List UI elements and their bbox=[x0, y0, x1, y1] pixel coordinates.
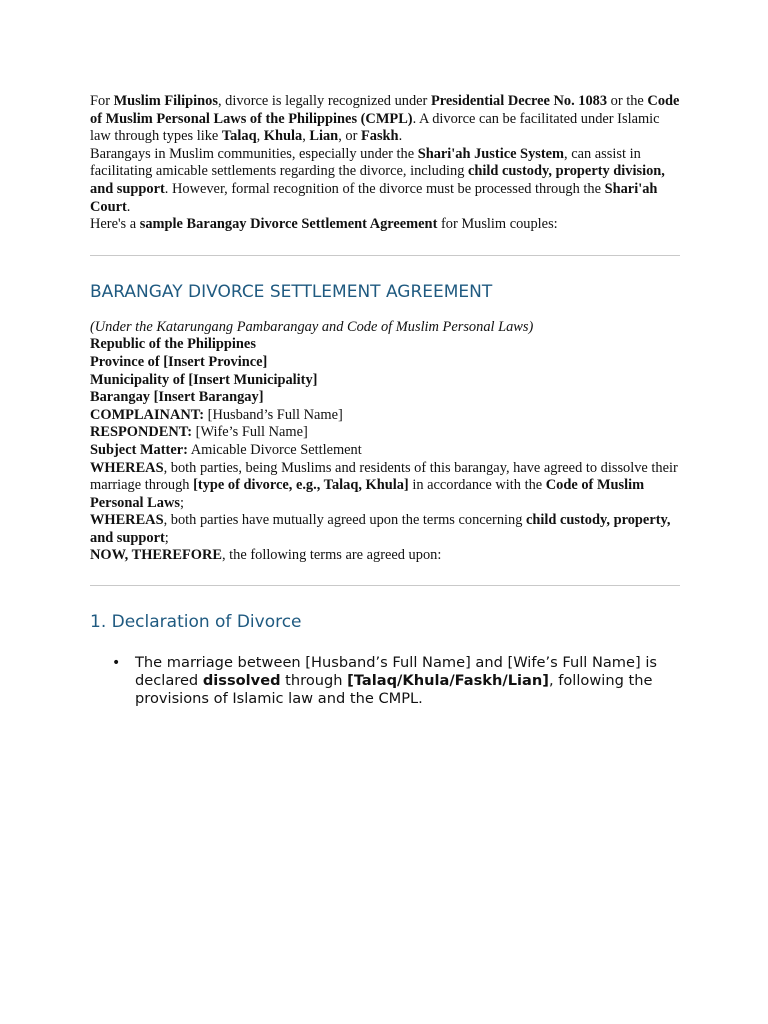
bold-text: [Talaq/Khula/Faskh/Lian] bbox=[347, 672, 549, 690]
subject-value: Amicable Divorce Settlement bbox=[187, 441, 362, 458]
bold-text: child custody, property, and support bbox=[90, 512, 671, 546]
bold-text: sample Barangay Divorce Settlement Agreement bbox=[139, 216, 438, 233]
text-run: in accordance with the bbox=[408, 477, 546, 494]
therefore-clause bbox=[90, 547, 680, 565]
parties-block bbox=[90, 407, 680, 442]
bold-text: Code of Muslim Personal Laws of the Philippines (CMPL) bbox=[90, 93, 680, 127]
bullet-icon: • bbox=[112, 655, 121, 672]
bold-text: child custody, property division, and support bbox=[90, 163, 665, 197]
list-item bbox=[112, 654, 680, 708]
complainant-label: COMPLAINANT: bbox=[90, 406, 205, 423]
text-run: . A divorce can be facilitated under Islamic law through types like bbox=[90, 110, 660, 145]
subject-label: Subject Matter: bbox=[90, 441, 188, 458]
text-run: or the bbox=[607, 93, 648, 109]
bold-text: Talaq bbox=[221, 128, 257, 145]
text-run: For bbox=[90, 93, 114, 109]
bold-text: Presidential Decree No. 1083 bbox=[430, 93, 608, 109]
bold-text: Khula bbox=[263, 128, 303, 145]
text-run: . bbox=[398, 128, 403, 145]
bold-text: Shari'ah Justice System bbox=[417, 145, 565, 162]
bold-text: Faskh bbox=[360, 128, 399, 145]
bold-text: dissolved bbox=[202, 672, 281, 690]
text-run: for Muslim couples: bbox=[437, 216, 558, 233]
bold-text: WHEREAS bbox=[90, 459, 164, 476]
bold-text: Code of Muslim Personal Laws bbox=[90, 477, 645, 511]
bold-text: [type of divorce, e.g., Talaq, Khula] bbox=[193, 477, 409, 494]
intro-paragraph-sample bbox=[90, 216, 680, 234]
italic-text: (Under the Katarungang Pambarangay and Code of Muslim Personal Laws) bbox=[90, 318, 534, 335]
header-line-barangay: Barangay [Insert Barangay] bbox=[90, 389, 264, 406]
bold-text: WHEREAS bbox=[90, 512, 164, 529]
bold-text: Shari'ah Court bbox=[90, 180, 658, 215]
agreement-subtitle bbox=[90, 319, 680, 337]
agreement-title: BARANGAY DIVORCE SETTLEMENT AGREEMENT bbox=[90, 281, 493, 302]
text-run: through bbox=[280, 672, 348, 690]
text-run: ; bbox=[179, 494, 184, 511]
bold-text: NOW, THEREFORE bbox=[90, 547, 222, 564]
text-run: . However, formal recognition of the divorce must be processed through the bbox=[164, 180, 605, 197]
text-run: , following the provisions of Islamic law and the CMPL. bbox=[135, 672, 653, 708]
header-line-province: Province of [Insert Province] bbox=[90, 353, 268, 370]
complainant-value: [Husband’s Full Name] bbox=[204, 406, 343, 423]
text-run: Barangays in Muslim communities, especially under the bbox=[90, 145, 418, 162]
declaration-list bbox=[90, 654, 680, 708]
header-line-country: Republic of the Philippines bbox=[90, 336, 256, 353]
text-run: The marriage between [Husband’s Full Name] and [Wife’s Full Name] is declared bbox=[135, 654, 657, 690]
horizontal-divider bbox=[90, 585, 680, 586]
text-run: , or bbox=[338, 128, 361, 145]
bold-text: Lian bbox=[309, 128, 339, 145]
intro-paragraph-barangay-role bbox=[90, 146, 680, 216]
bold-text: Muslim Filipinos bbox=[113, 93, 218, 109]
text-run: , can assist in facilitating amicable settlements regarding the divorce, including bbox=[90, 145, 641, 180]
horizontal-divider bbox=[90, 255, 680, 256]
respondent-label: RESPONDENT: bbox=[90, 424, 193, 441]
text-run: , both parties have mutually agreed upon the terms concerning bbox=[163, 512, 527, 529]
text-run: , the following terms are agreed upon: bbox=[221, 547, 442, 564]
subject-matter bbox=[90, 442, 680, 460]
jurisdiction-header bbox=[90, 336, 680, 406]
text-run: , both parties, being Muslims and residents of this barangay, have agreed to dissolve their marriage through bbox=[90, 459, 678, 494]
respondent-value: [Wife’s Full Name] bbox=[192, 424, 308, 441]
document-body bbox=[90, 93, 680, 708]
text-run: , bbox=[302, 128, 310, 145]
text-run: , divorce is legally recognized under bbox=[217, 93, 431, 109]
text-run: Here's a bbox=[90, 216, 140, 233]
header-line-municipality: Municipality of [Insert Municipality] bbox=[90, 371, 318, 388]
intro-paragraph-legal-basis bbox=[90, 93, 680, 146]
section-heading-declaration: 1. Declaration of Divorce bbox=[90, 612, 302, 633]
whereas-clause-2 bbox=[90, 512, 680, 547]
text-run: . bbox=[126, 198, 131, 215]
text-run: , bbox=[256, 128, 264, 145]
text-run: ; bbox=[164, 529, 169, 546]
whereas-clause-1 bbox=[90, 460, 680, 513]
